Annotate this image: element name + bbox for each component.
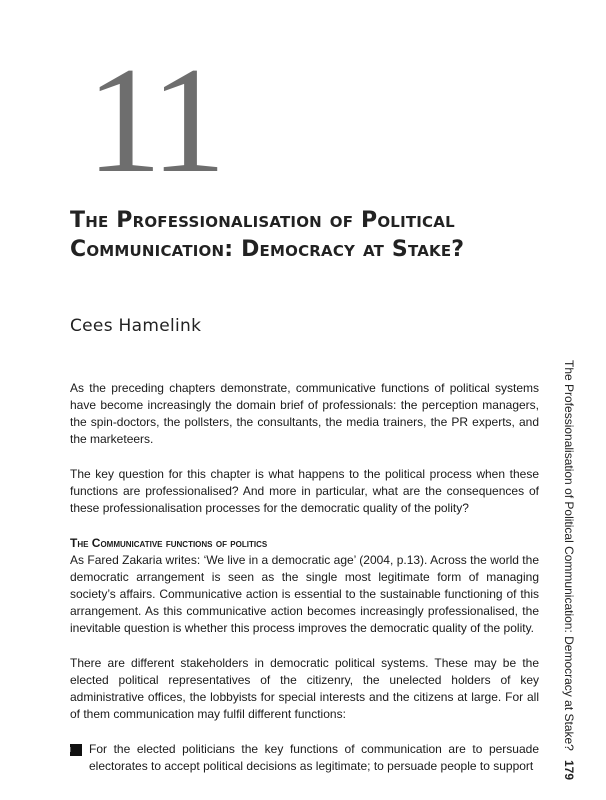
section-paragraph-1: As Fared Zakaria writes: ‘We live in a democratic age’ (2004, p.13). Across the world the democratic arrangement is seen as the single most legitimate form of managing society’s affairs. Communicative action is essential to the sustainable functioning of this arrangement. As this communicative action becomes increasingly professionalised, the inevitable question is whether this process improves the democratic quality of the polity. [70,553,539,635]
chapter-number: 11 [86,36,221,204]
author-name: Cees Hamelink [70,316,202,336]
chapter-title [70,206,550,264]
intro-paragraph-1: As the preceding chapters demonstrate, communicative functions of political systems have become increasingly the domain brief of professionals: the perception managers, the spin-doctors, the pollsters, the consultants, the media trainers, the PR experts, and the marketeers. [70,381,539,446]
chapter-title-line-1: The Professionalisation of Political [70,208,455,233]
running-head-rotated [560,360,579,780]
section-heading: The Communicative functions of politics [70,536,268,550]
section-paragraph-2: There are different stakeholders in democratic political systems. These may be the elected political representatives of the citizenry, the unelected holders of key administrative offices, the lobbyists for special interests and the citizens at large. For all of them communication may fulfil different functions: [70,656,539,721]
body-text [70,380,539,775]
margin-tick [70,747,71,752]
intro-paragraph-2: The key question for this chapter is what happens to the political process when these functions are professionalised? And more in particular, what are the consequences of these professionalisation processes for the democratic quality of the polity? [70,467,539,515]
running-head-title: The Professionalisation of Political Communication: Democracy at Stake? [562,360,577,751]
bullet-item [70,741,539,775]
bullet-text: For the elected politicians the key functions of communication are to persuade electorates to accept political decisions as legitimate; to persuade people to support [89,742,539,773]
bullet-square-icon [70,744,82,756]
running-head [560,360,579,780]
page-number: 179 [562,759,577,780]
chapter-title-line-2: Communication: Democracy at Stake? [70,237,465,262]
